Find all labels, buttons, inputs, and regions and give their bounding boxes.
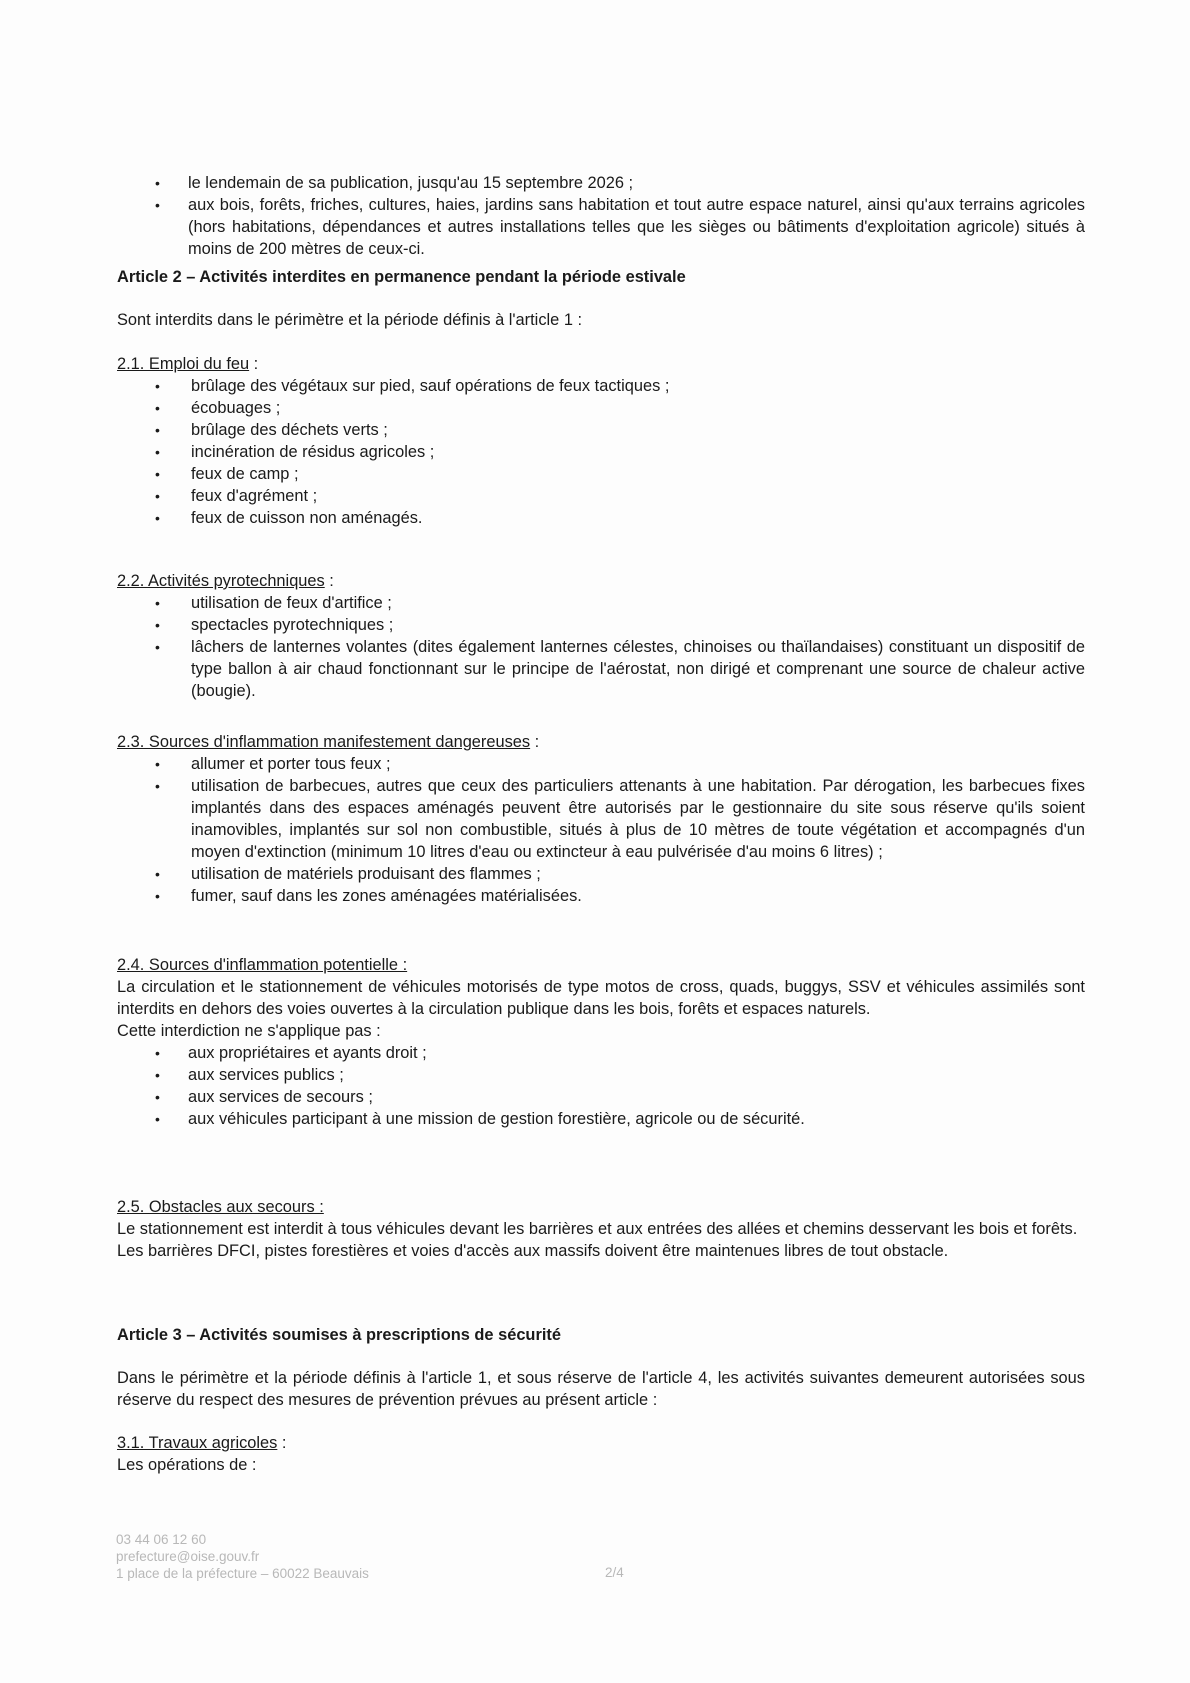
section-2-1-title: 2.1. Emploi du feu xyxy=(117,355,250,373)
list-item: • aux véhicules participant à une mission de gestion forestière, agricole ou de sécurité. xyxy=(117,1108,1085,1130)
section-3-1-title: 3.1. Travaux agricoles xyxy=(117,1434,278,1452)
list-item: • utilisation de feux d'artifice ; xyxy=(117,592,1085,614)
section-2-2-heading: 2.2. Activités pyrotechniques : xyxy=(117,572,334,590)
list-item: • écobuages ; xyxy=(117,397,1085,419)
section-2-3-title: 2.3. Sources d'inflammation manifestement dangereuses xyxy=(117,733,531,751)
list-item: • fumer, sauf dans les zones aménagées matérialisées. xyxy=(117,885,1085,907)
list-item: • feux de cuisson non aménagés. xyxy=(117,507,1085,529)
section-2-1-heading: 2.1. Emploi du feu : xyxy=(117,355,259,373)
section-2-4-exception-intro: Cette interdiction ne s'applique pas : xyxy=(117,1022,381,1040)
list-item: • feux de camp ; xyxy=(117,463,1085,485)
section-2-3 xyxy=(117,731,1085,907)
article-3-intro: Dans le périmètre et la période définis à l'article 1, et sous réserve de l'article 4, les activités suivantes demeurent autorisées sous réserve du respect des mesures de prévention prévues au présent article : xyxy=(117,1369,1085,1409)
article-3-title: Article 3 – Activités soumises à prescriptions de sécurité xyxy=(117,1326,561,1344)
list-item: • brûlage des végétaux sur pied, sauf opérations de feux tactiques ; xyxy=(117,375,1085,397)
list-item: • brûlage des déchets verts ; xyxy=(117,419,1085,441)
article-2-title: Article 2 – Activités interdites en permanence pendant la période estivale xyxy=(117,268,686,286)
section-2-2-list xyxy=(117,592,1085,702)
section-2-1 xyxy=(117,353,1085,529)
list-item: • feux d'agrément ; xyxy=(117,485,1085,507)
list-item: • lâchers de lanternes volantes (dites également lanternes célestes, chinoises ou thaïlandaises) constituant un dispositif de type ballon à air chaud fonctionnant sur le principe de l'aérostat, non dirigé et comprenant une source de chaleur active (bougie). xyxy=(117,636,1085,702)
scope-bullet-list xyxy=(117,172,1085,260)
section-2-4-list xyxy=(117,1042,1085,1130)
section-2-5 xyxy=(117,1196,1085,1262)
list-item: • spectacles pyrotechniques ; xyxy=(117,614,1085,636)
list-item: • aux bois, forêts, friches, cultures, haies, jardins sans habitation et tout autre espace naturel, ainsi qu'aux terrains agricoles (hors habitations, dépendances et autres installations telles que les sièges ou bâtiments d'exploitation agricole) situés à moins de 200 mètres de ceux-ci. xyxy=(117,194,1085,260)
list-item: • le lendemain de sa publication, jusqu'au 15 septembre 2026 ; xyxy=(117,172,1085,194)
list-item: • utilisation de matériels produisant des flammes ; xyxy=(117,863,1085,885)
page-number: 2/4 xyxy=(605,1565,624,1580)
section-2-5-paragraph: Les barrières DFCI, pistes forestières et voies d'accès aux massifs doivent être maintenues libres de tout obstacle. xyxy=(117,1242,949,1260)
section-3-1-paragraph: Les opérations de : xyxy=(117,1456,257,1474)
section-2-1-list xyxy=(117,375,1085,529)
section-2-5-heading: 2.5. Obstacles aux secours : xyxy=(117,1198,324,1216)
footer-email: prefecture@oise.gouv.fr xyxy=(116,1549,260,1564)
list-item: • allumer et porter tous feux ; xyxy=(117,753,1085,775)
section-3-1 xyxy=(117,1432,1085,1476)
list-item: • aux services de secours ; xyxy=(117,1086,1085,1108)
section-2-4 xyxy=(117,954,1085,1130)
section-2-5-paragraph: Le stationnement est interdit à tous véhicules devant les barrières et aux entrées des allées et chemins desservant les bois et forêts. xyxy=(117,1220,1078,1238)
section-2-3-heading: 2.3. Sources d'inflammation manifestement dangereuses : xyxy=(117,733,540,751)
footer-address: 1 place de la préfecture – 60022 Beauvais xyxy=(116,1566,369,1581)
section-2-3-list xyxy=(117,753,1085,907)
article-2-intro: Sont interdits dans le périmètre et la période définis à l'article 1 : xyxy=(117,311,583,329)
section-2-4-heading: 2.4. Sources d'inflammation potentielle : xyxy=(117,956,408,974)
footer-contact xyxy=(116,1531,369,1582)
list-item: • incinération de résidus agricoles ; xyxy=(117,441,1085,463)
list-item: • utilisation de barbecues, autres que ceux des particuliers attenants à une habitation. Par dérogation, les barbecues fixes implantés dans des espaces aménagés peuvent être autorisés par le gestionnaire du site sous réserve qu'ils soient inamovibles, implantés sur sol non combustible, situés à plus de 10 mètres de toute végétation et accompagnés d'un moyen d'extinction (minimum 10 litres d'eau ou extincteur à eau pulvérisée d'au moins 6 litres) ; xyxy=(117,775,1085,863)
section-3-1-heading: 3.1. Travaux agricoles : xyxy=(117,1434,287,1452)
section-2-2-title: 2.2. Activités pyrotechniques xyxy=(117,572,325,590)
section-2-2 xyxy=(117,570,1085,702)
footer-phone: 03 44 06 12 60 xyxy=(116,1532,207,1547)
list-item: • aux services publics ; xyxy=(117,1064,1085,1086)
section-2-4-paragraph: La circulation et le stationnement de véhicules motorisés de type motos de cross, quads, buggys, SSV et véhicules assimilés sont interdits en dehors des voies ouvertes à la circulation publique dans les bois, forêts et espaces naturels. xyxy=(117,978,1085,1018)
list-item: • aux propriétaires et ayants droit ; xyxy=(117,1042,1085,1064)
